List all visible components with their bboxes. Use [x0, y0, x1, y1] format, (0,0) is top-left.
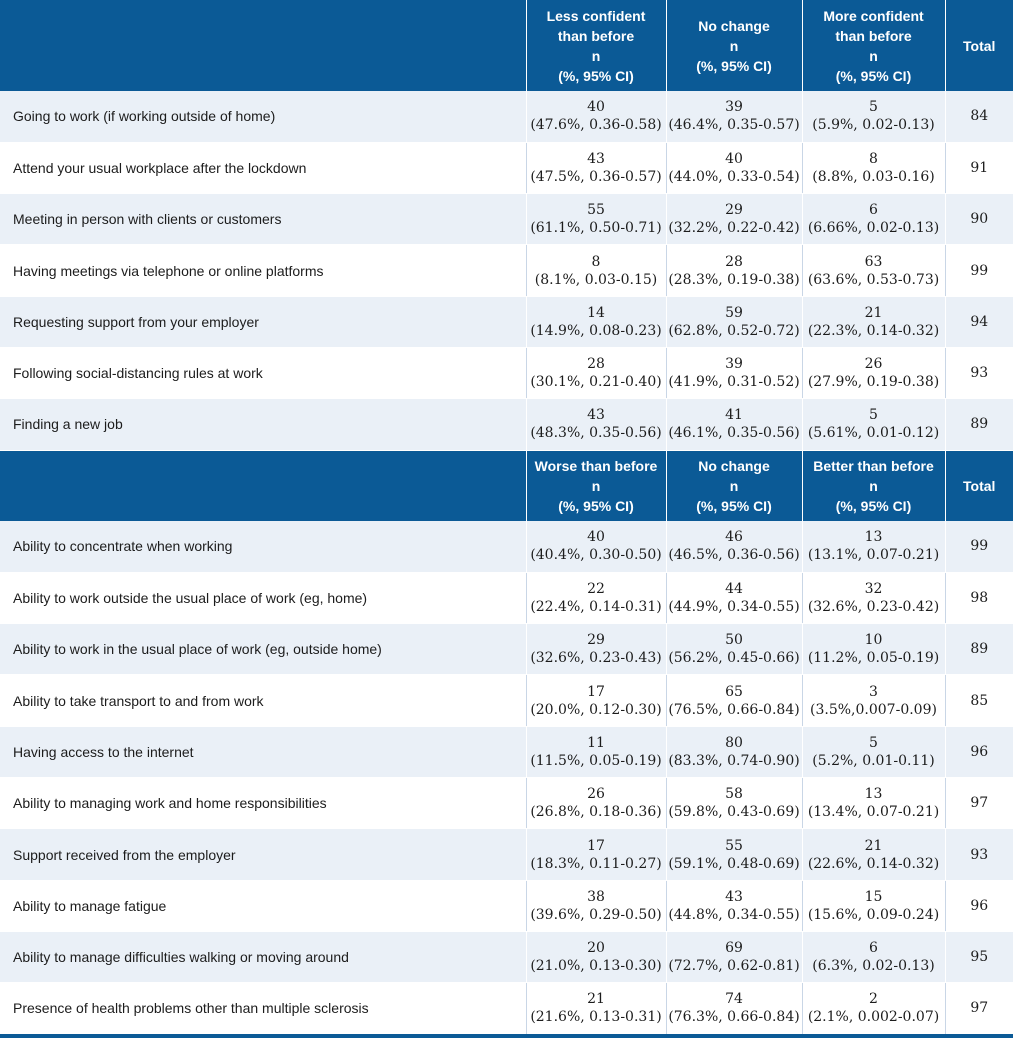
cell-count: 22 — [587, 581, 605, 598]
cell-percent-ci: (21.6%, 0.13-0.31) — [530, 1009, 662, 1026]
cell-percent-ci: (22.3%, 0.14-0.32) — [807, 322, 940, 339]
cell-percent-ci: (46.1%, 0.35-0.56) — [668, 425, 800, 442]
cell-percent-ci: (6.3%, 0.02-0.13) — [812, 958, 935, 975]
row-label: Finding a new job — [0, 399, 526, 450]
header-line: n — [869, 477, 878, 494]
cell-c1 — [526, 194, 666, 245]
cell-count: 69 — [725, 940, 743, 957]
cell-count: 43 — [725, 888, 743, 905]
cell-percent-ci: (26.8%, 0.18-0.36) — [530, 804, 662, 821]
cell-count: 21 — [864, 304, 883, 321]
cell-percent-ci: (59.8%, 0.43-0.69) — [668, 804, 800, 821]
header-line: Less confident — [546, 7, 646, 24]
section2-header-total: Total — [945, 450, 1013, 521]
cell-total: 93 — [945, 347, 1013, 398]
row-label: Ability to work in the usual place of work (eg, outside home) — [0, 624, 526, 675]
cell-c1 — [526, 983, 666, 1034]
cell-c3 — [802, 194, 945, 245]
cell-percent-ci: (61.1%, 0.50-0.71) — [530, 220, 662, 237]
cell-total: 84 — [945, 91, 1013, 142]
cell-c3 — [802, 880, 945, 931]
cell-count: 17 — [587, 837, 605, 854]
cell-count: 20 — [587, 940, 605, 957]
cell-count: 46 — [725, 529, 743, 546]
cell-count: 32 — [864, 581, 883, 598]
cell-percent-ci: (15.6%, 0.09-0.24) — [807, 906, 940, 923]
cell-c2 — [666, 983, 802, 1034]
cell-percent-ci: (11.2%, 0.05-0.19) — [807, 650, 940, 667]
cell-percent-ci: (44.9%, 0.34-0.55) — [668, 599, 800, 616]
cell-total: 91 — [945, 142, 1013, 193]
cell-c3 — [802, 245, 945, 296]
cell-count: 13 — [864, 529, 883, 546]
cell-total: 90 — [945, 194, 1013, 245]
cell-c2 — [666, 675, 802, 726]
cell-percent-ci: (28.3%, 0.19-0.38) — [668, 271, 800, 288]
cell-total: 98 — [945, 572, 1013, 623]
cell-count: 13 — [864, 786, 883, 803]
table-row — [0, 829, 1013, 880]
section1-header-col1 — [526, 0, 666, 91]
cell-percent-ci: (13.4%, 0.07-0.21) — [807, 804, 940, 821]
cell-c2 — [666, 91, 802, 142]
section1-header-label — [0, 0, 526, 91]
header-line: (%, 95% CI) — [835, 497, 912, 514]
cell-c3 — [802, 931, 945, 982]
cell-percent-ci: (5.2%, 0.01-0.11) — [812, 752, 935, 769]
header-line: n — [591, 477, 601, 494]
header-line: No change — [698, 17, 770, 34]
cell-count: 29 — [587, 632, 605, 649]
header-line: (%, 95% CI) — [696, 57, 772, 74]
cell-count: 17 — [587, 683, 605, 700]
cell-count: 40 — [587, 529, 605, 546]
section1-header-row — [0, 0, 1013, 91]
cell-count: 8 — [869, 150, 878, 167]
cell-percent-ci: (32.6%, 0.23-0.42) — [807, 599, 940, 616]
cell-count: 63 — [864, 253, 883, 270]
cell-percent-ci: (14.9%, 0.08-0.23) — [530, 322, 662, 339]
cell-c2 — [666, 521, 802, 572]
cell-c2 — [666, 142, 802, 193]
header-line: than before — [557, 27, 635, 44]
table-row — [0, 521, 1013, 572]
row-label: Following social-distancing rules at work — [0, 347, 526, 398]
cell-percent-ci: (22.4%, 0.14-0.31) — [530, 599, 662, 616]
table-row — [0, 194, 1013, 245]
cell-count: 40 — [725, 150, 743, 167]
cell-percent-ci: (11.5%, 0.05-0.19) — [530, 752, 662, 769]
cell-percent-ci: (8.1%, 0.03-0.15) — [534, 271, 658, 288]
cell-total: 85 — [945, 675, 1013, 726]
cell-count: 59 — [725, 304, 743, 321]
cell-percent-ci: (21.0%, 0.13-0.30) — [530, 958, 662, 975]
table-row — [0, 142, 1013, 193]
table-row — [0, 983, 1013, 1034]
cell-count: 15 — [864, 888, 883, 905]
table-row — [0, 347, 1013, 398]
cell-c1 — [526, 675, 666, 726]
cell-percent-ci: (39.6%, 0.29-0.50) — [530, 906, 662, 923]
table-row — [0, 624, 1013, 675]
header-line: n — [729, 477, 739, 494]
cell-c3 — [802, 572, 945, 623]
cell-count: 74 — [725, 991, 743, 1008]
row-label: Meeting in person with clients or customers — [0, 194, 526, 245]
cell-percent-ci: (32.6%, 0.23-0.43) — [530, 650, 662, 667]
cell-count: 40 — [587, 99, 605, 116]
cell-count: 11 — [587, 734, 605, 751]
cell-total: 96 — [945, 880, 1013, 931]
cell-c1 — [526, 142, 666, 193]
cell-c2 — [666, 829, 802, 880]
cell-count: 43 — [587, 407, 605, 424]
cell-count: 43 — [587, 150, 605, 167]
cell-c3 — [802, 91, 945, 142]
cell-c1 — [526, 778, 666, 829]
cell-percent-ci: (27.9%, 0.19-0.38) — [807, 374, 940, 391]
cell-percent-ci: (2.1%, 0.002-0.07) — [807, 1009, 940, 1026]
row-label: Ability to manage difficulties walking or moving around — [0, 931, 526, 982]
header-line: (%, 95% CI) — [835, 67, 912, 84]
cell-count: 28 — [725, 253, 743, 270]
section2-header-col1 — [526, 450, 666, 521]
cell-c2 — [666, 347, 802, 398]
cell-count: 14 — [587, 304, 605, 321]
section1-header-col3 — [802, 0, 945, 91]
cell-c2 — [666, 296, 802, 347]
cell-count: 50 — [725, 632, 743, 649]
section2-header-row — [0, 450, 1013, 521]
cell-count: 3 — [869, 683, 878, 700]
cell-percent-ci: (20.0%, 0.12-0.30) — [530, 701, 662, 718]
cell-percent-ci: (59.1%, 0.48-0.69) — [668, 855, 800, 872]
cell-count: 26 — [864, 356, 883, 373]
cell-percent-ci: (13.1%, 0.07-0.21) — [807, 547, 940, 564]
table-row — [0, 778, 1013, 829]
cell-c2 — [666, 245, 802, 296]
header-line: No change — [698, 457, 770, 474]
cell-c3 — [802, 347, 945, 398]
cell-percent-ci: (76.3%, 0.66-0.84) — [668, 1009, 800, 1026]
section2-header-col3 — [802, 450, 945, 521]
cell-c3 — [802, 829, 945, 880]
section2-header-col2 — [666, 450, 802, 521]
cell-percent-ci: (40.4%, 0.30-0.50) — [530, 547, 662, 564]
row-label: Going to work (if working outside of home) — [0, 91, 526, 142]
cell-percent-ci: (76.5%, 0.66-0.84) — [668, 701, 800, 718]
cell-c1 — [526, 726, 666, 777]
cell-c1 — [526, 296, 666, 347]
cell-percent-ci: (46.5%, 0.36-0.56) — [668, 547, 800, 564]
row-label: Requesting support from your employer — [0, 296, 526, 347]
cell-count: 28 — [587, 356, 605, 373]
cell-percent-ci: (72.7%, 0.62-0.81) — [668, 958, 800, 975]
cell-count: 6 — [869, 940, 878, 957]
row-label: Ability to manage fatigue — [0, 880, 526, 931]
cell-c1 — [526, 399, 666, 450]
header-line: More confident — [823, 7, 924, 24]
header-line: Better than before — [813, 457, 934, 474]
cell-percent-ci: (47.6%, 0.36-0.58) — [530, 117, 662, 134]
cell-percent-ci: (8.8%, 0.03-0.16) — [812, 168, 935, 185]
cell-count: 6 — [869, 202, 878, 219]
cell-total: 93 — [945, 829, 1013, 880]
row-label: Ability to work outside the usual place of work (eg, home) — [0, 572, 526, 623]
cell-c3 — [802, 778, 945, 829]
section2-header-label — [0, 450, 526, 521]
cell-percent-ci: (22.6%, 0.14-0.32) — [807, 855, 940, 872]
cell-c2 — [666, 194, 802, 245]
cell-percent-ci: (44.8%, 0.34-0.55) — [668, 906, 800, 923]
cell-count: 5 — [869, 407, 878, 424]
cell-c1 — [526, 572, 666, 623]
cell-percent-ci: (48.3%, 0.35-0.56) — [530, 425, 662, 442]
row-label: Ability to concentrate when working — [0, 521, 526, 572]
cell-count: 58 — [725, 786, 743, 803]
cell-c3 — [802, 296, 945, 347]
cell-c3 — [802, 142, 945, 193]
section1-header-col2 — [666, 0, 802, 91]
cell-percent-ci: (56.2%, 0.45-0.66) — [668, 650, 800, 667]
cell-count: 65 — [725, 683, 743, 700]
cell-c2 — [666, 726, 802, 777]
header-line: than before — [835, 27, 912, 44]
header-line: n — [869, 47, 878, 64]
cell-count: 5 — [869, 734, 878, 751]
header-line: (%, 95% CI) — [558, 497, 634, 514]
cell-count: 44 — [725, 581, 743, 598]
cell-c1 — [526, 829, 666, 880]
cell-count: 29 — [725, 202, 743, 219]
cell-percent-ci: (83.3%, 0.74-0.90) — [668, 752, 800, 769]
cell-total: 94 — [945, 296, 1013, 347]
cell-total: 95 — [945, 931, 1013, 982]
cell-c1 — [526, 880, 666, 931]
cell-percent-ci: (44.0%, 0.33-0.54) — [668, 168, 800, 185]
cell-c1 — [526, 624, 666, 675]
table-row — [0, 399, 1013, 450]
cell-c3 — [802, 399, 945, 450]
cell-percent-ci: (6.66%, 0.02-0.13) — [807, 220, 940, 237]
cell-c2 — [666, 624, 802, 675]
cell-percent-ci: (41.9%, 0.31-0.52) — [668, 374, 800, 391]
header-line: n — [729, 37, 739, 54]
cell-total: 99 — [945, 521, 1013, 572]
cell-percent-ci: (46.4%, 0.35-0.57) — [668, 117, 800, 134]
cell-c2 — [666, 778, 802, 829]
cell-c1 — [526, 931, 666, 982]
cell-total: 89 — [945, 399, 1013, 450]
cell-count: 55 — [725, 837, 743, 854]
cell-percent-ci: (30.1%, 0.21-0.40) — [530, 374, 662, 391]
row-label: Having meetings via telephone or online platforms — [0, 245, 526, 296]
cell-c2 — [666, 931, 802, 982]
cell-percent-ci: (18.3%, 0.11-0.27) — [530, 855, 662, 872]
table-row — [0, 931, 1013, 982]
row-label: Presence of health problems other than multiple sclerosis — [0, 983, 526, 1034]
table-row — [0, 675, 1013, 726]
cell-c2 — [666, 572, 802, 623]
cell-total: 97 — [945, 983, 1013, 1034]
cell-c3 — [802, 675, 945, 726]
cell-c1 — [526, 91, 666, 142]
cell-percent-ci: (5.9%, 0.02-0.13) — [812, 117, 935, 134]
cell-count: 80 — [725, 734, 743, 751]
cell-count: 5 — [869, 99, 878, 116]
table-row — [0, 880, 1013, 931]
cell-total: 97 — [945, 778, 1013, 829]
table-row — [0, 572, 1013, 623]
cell-c1 — [526, 521, 666, 572]
table-row — [0, 245, 1013, 296]
cell-count: 21 — [587, 991, 605, 1008]
row-label: Attend your usual workplace after the lockdown — [0, 142, 526, 193]
table-row — [0, 296, 1013, 347]
cell-total: 99 — [945, 245, 1013, 296]
cell-percent-ci: (3.5%,0.007-0.09) — [810, 701, 937, 718]
cell-count: 41 — [725, 407, 743, 424]
cell-c2 — [666, 880, 802, 931]
header-line: Worse than before — [534, 457, 658, 474]
cell-percent-ci: (32.2%, 0.22-0.42) — [668, 220, 800, 237]
cell-c3 — [802, 983, 945, 1034]
cell-count: 55 — [587, 202, 605, 219]
cell-total: 96 — [945, 726, 1013, 777]
row-label: Having access to the internet — [0, 726, 526, 777]
cell-count: 39 — [725, 356, 743, 373]
cell-percent-ci: (5.61%, 0.01-0.12) — [807, 425, 940, 442]
table-bottom-rule — [0, 1034, 1013, 1038]
cell-c3 — [802, 624, 945, 675]
header-line: n — [591, 47, 601, 64]
header-line: (%, 95% CI) — [696, 497, 772, 514]
cell-c3 — [802, 726, 945, 777]
cell-count: 39 — [725, 99, 743, 116]
cell-c3 — [802, 521, 945, 572]
cell-count: 26 — [587, 786, 605, 803]
cell-count: 2 — [869, 991, 878, 1008]
table-row — [0, 91, 1013, 142]
table-row — [0, 726, 1013, 777]
cell-count: 10 — [864, 632, 883, 649]
header-line: (%, 95% CI) — [558, 67, 634, 84]
cell-total: 89 — [945, 624, 1013, 675]
row-label: Ability to take transport to and from work — [0, 675, 526, 726]
cell-c2 — [666, 399, 802, 450]
section1-header-total: Total — [945, 0, 1013, 91]
cell-count: 38 — [587, 888, 605, 905]
row-label: Support received from the employer — [0, 829, 526, 880]
row-label: Ability to managing work and home responsibilities — [0, 778, 526, 829]
cell-percent-ci: (63.6%, 0.53-0.73) — [807, 271, 940, 288]
cell-c1 — [526, 347, 666, 398]
cell-c1 — [526, 245, 666, 296]
cell-percent-ci: (47.5%, 0.36-0.57) — [530, 168, 662, 185]
cell-count: 21 — [864, 837, 883, 854]
cell-count: 8 — [591, 253, 601, 270]
cell-percent-ci: (62.8%, 0.52-0.72) — [668, 322, 800, 339]
